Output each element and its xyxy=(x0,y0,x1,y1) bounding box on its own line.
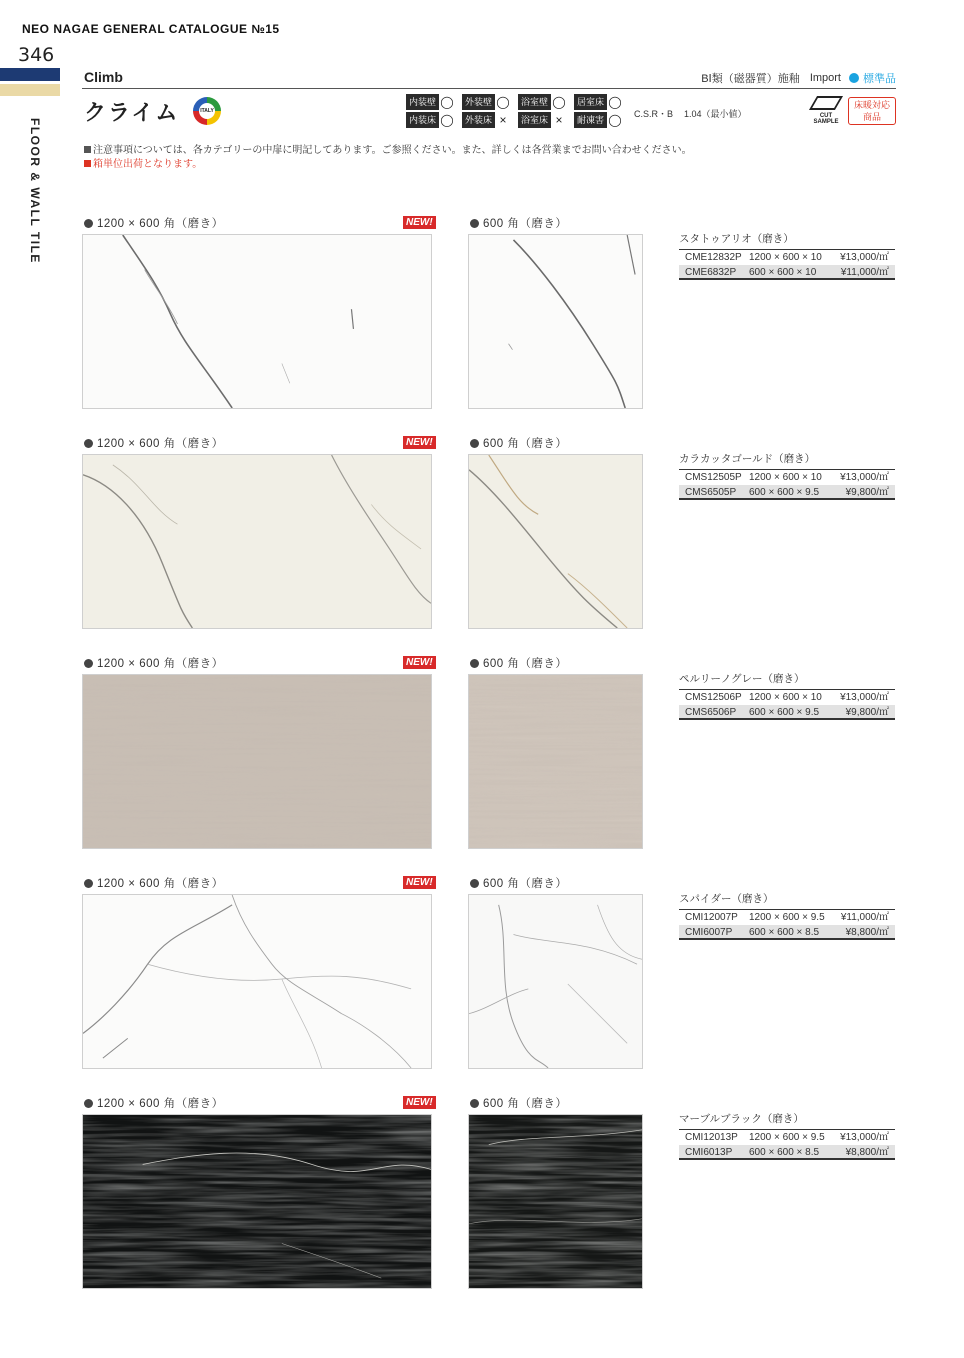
bullet-dot-icon xyxy=(84,879,93,888)
bullet-dot-icon xyxy=(84,219,93,228)
product-section-marble-black xyxy=(0,1095,964,1295)
bullet-dot-icon xyxy=(84,1099,93,1108)
accent-bar-tan xyxy=(0,84,60,96)
small-size-label: 600 角（磨き） xyxy=(470,435,567,451)
bullet-square-icon xyxy=(84,146,91,153)
usage-mark: ◯ xyxy=(608,113,622,127)
made-in-italy-label: ITALY xyxy=(199,103,215,119)
floor-heating-badge xyxy=(848,97,896,125)
catalogue-title: NEO NAGAE GENERAL CATALOGUE №15 xyxy=(22,22,280,36)
standard-dot-icon xyxy=(849,73,859,83)
tile-image-small xyxy=(468,454,643,629)
cut-sample-icon xyxy=(809,96,843,110)
product-info xyxy=(679,231,895,280)
usage-name: 耐凍害 xyxy=(574,112,607,128)
sku-row: CME12832P 1200 × 600 × 10 ¥13,000/㎡ xyxy=(685,252,889,263)
sku-row: CME6832P 600 × 600 × 10 ¥11,000/㎡ xyxy=(679,265,895,280)
floor-heating-line2: 商品 xyxy=(862,112,881,122)
usage-cell xyxy=(518,112,574,128)
small-size-label: 600 角（磨き） xyxy=(470,655,567,671)
usage-name: 居室床 xyxy=(574,94,607,110)
tile-image-large xyxy=(82,894,432,1069)
large-size-label: 1200 × 600 角（磨き） xyxy=(84,215,224,231)
sku-row: CMS12505P 1200 × 600 × 10 ¥13,000/㎡ xyxy=(685,472,889,483)
standard-label: 標準品 xyxy=(863,73,896,85)
new-badge: NEW! xyxy=(403,1096,436,1109)
usage-name: 浴室床 xyxy=(518,112,551,128)
product-name: スタトゥアリオ（磨き） xyxy=(679,231,895,250)
product-info xyxy=(679,891,895,940)
sku-row: CMS6506P 600 × 600 × 9.5 ¥9,800/㎡ xyxy=(679,705,895,720)
product-info xyxy=(679,451,895,500)
cut-sample-label: CUT SAMPLE xyxy=(813,113,839,125)
usage-suitability-grid xyxy=(406,94,630,128)
usage-cell xyxy=(462,112,518,128)
bullet-dot-icon xyxy=(84,659,93,668)
series-name-en: Climb xyxy=(84,69,123,85)
header-divider xyxy=(82,88,896,89)
new-badge: NEW! xyxy=(403,876,436,889)
sku-row: CMI6013P 600 × 600 × 8.5 ¥8,800/㎡ xyxy=(679,1145,895,1160)
usage-mark: ◯ xyxy=(608,95,622,109)
tile-image-large xyxy=(82,1114,432,1289)
new-badge: NEW! xyxy=(403,216,436,229)
usage-cell xyxy=(462,94,518,110)
bullet-dot-icon xyxy=(470,879,479,888)
usage-name: 浴室壁 xyxy=(518,94,551,110)
product-section-statuario xyxy=(0,215,964,415)
box-unit-note: 箱単位出荷となります。 xyxy=(84,158,692,172)
large-size-label: 1200 × 600 角（磨き） xyxy=(84,435,224,451)
usage-name: 内装床 xyxy=(406,112,439,128)
usage-mark: ◯ xyxy=(440,113,454,127)
usage-mark: ◯ xyxy=(440,95,454,109)
side-category-label: FLOOR & WALL TILE xyxy=(28,118,42,264)
bullet-dot-icon xyxy=(84,439,93,448)
large-size-label: 1200 × 600 角（磨き） xyxy=(84,655,224,671)
bullet-square-icon xyxy=(84,160,91,167)
usage-name: 外装床 xyxy=(462,112,495,128)
usage-cell xyxy=(518,94,574,110)
sku-row: CMI6007P 600 × 600 × 8.5 ¥8,800/㎡ xyxy=(679,925,895,940)
tile-image-small xyxy=(468,894,643,1069)
product-name: スパイダー（磨き） xyxy=(679,891,895,910)
csr-label: C.S.R・B xyxy=(634,109,674,119)
bullet-dot-icon xyxy=(470,659,479,668)
usage-mark: ◯ xyxy=(552,95,566,109)
product-info xyxy=(679,1111,895,1160)
usage-mark: × xyxy=(555,113,563,127)
series-name-jp: クライム xyxy=(84,100,180,125)
sku-row: CMS12506P 1200 × 600 × 10 ¥13,000/㎡ xyxy=(685,692,889,703)
new-badge: NEW! xyxy=(403,656,436,669)
csr-value: 1.04（最小値） xyxy=(684,109,747,119)
bullet-dot-icon xyxy=(470,439,479,448)
usage-name: 内装壁 xyxy=(406,94,439,110)
large-size-label: 1200 × 600 角（磨き） xyxy=(84,1095,224,1111)
cut-sample-badge xyxy=(808,96,844,125)
made-in-italy-logo-icon xyxy=(193,97,221,125)
small-size-label: 600 角（磨き） xyxy=(470,215,567,231)
origin-text: Import xyxy=(809,72,841,84)
page-number: 346 xyxy=(18,44,55,66)
large-size-label: 1200 × 600 角（磨き） xyxy=(84,875,224,891)
usage-cell xyxy=(574,112,630,128)
usage-cell xyxy=(406,112,462,128)
small-size-label: 600 角（磨き） xyxy=(470,875,567,891)
tile-image-small xyxy=(468,674,643,849)
floor-heating-line1: 床暖対応 xyxy=(853,100,890,110)
classification-text: BⅠ類（磁器質）施釉 xyxy=(701,73,800,85)
tile-image-large xyxy=(82,234,432,409)
usage-cell xyxy=(574,94,630,110)
product-name: カラカッタゴールド（磨き） xyxy=(679,451,895,470)
tile-image-large xyxy=(82,454,432,629)
product-section-perlino-grey xyxy=(0,655,964,855)
small-size-label: 600 角（磨き） xyxy=(470,1095,567,1111)
notes xyxy=(84,144,692,172)
tile-image-small xyxy=(468,1114,643,1289)
product-section-calacatta-gold xyxy=(0,435,964,635)
sku-row: CMS6505P 600 × 600 × 9.5 ¥9,800/㎡ xyxy=(679,485,895,500)
series-classification xyxy=(701,70,896,86)
product-name: ペルリーノグレー（磨き） xyxy=(679,671,895,690)
bullet-dot-icon xyxy=(470,1099,479,1108)
usage-name: 外装壁 xyxy=(462,94,495,110)
new-badge: NEW! xyxy=(403,436,436,449)
tile-image-large xyxy=(82,674,432,849)
product-section-spider xyxy=(0,875,964,1075)
product-name: マーブルブラック（磨き） xyxy=(679,1111,895,1130)
usage-mark: × xyxy=(499,113,507,127)
accent-bar-blue xyxy=(0,68,60,81)
bullet-dot-icon xyxy=(470,219,479,228)
caution-note: 注意事項については、各カテゴリーの中扉に明記してあります。ご参照ください。また、詳しくは各営業までお問い合わせください。 xyxy=(84,144,692,158)
sku-row: CMI12007P 1200 × 600 × 9.5 ¥11,000/㎡ xyxy=(685,912,889,923)
sku-row: CMI12013P 1200 × 600 × 9.5 ¥13,000/㎡ xyxy=(685,1132,889,1143)
tile-image-small xyxy=(468,234,643,409)
product-info xyxy=(679,671,895,720)
usage-cell xyxy=(406,94,462,110)
usage-mark: ◯ xyxy=(496,95,510,109)
